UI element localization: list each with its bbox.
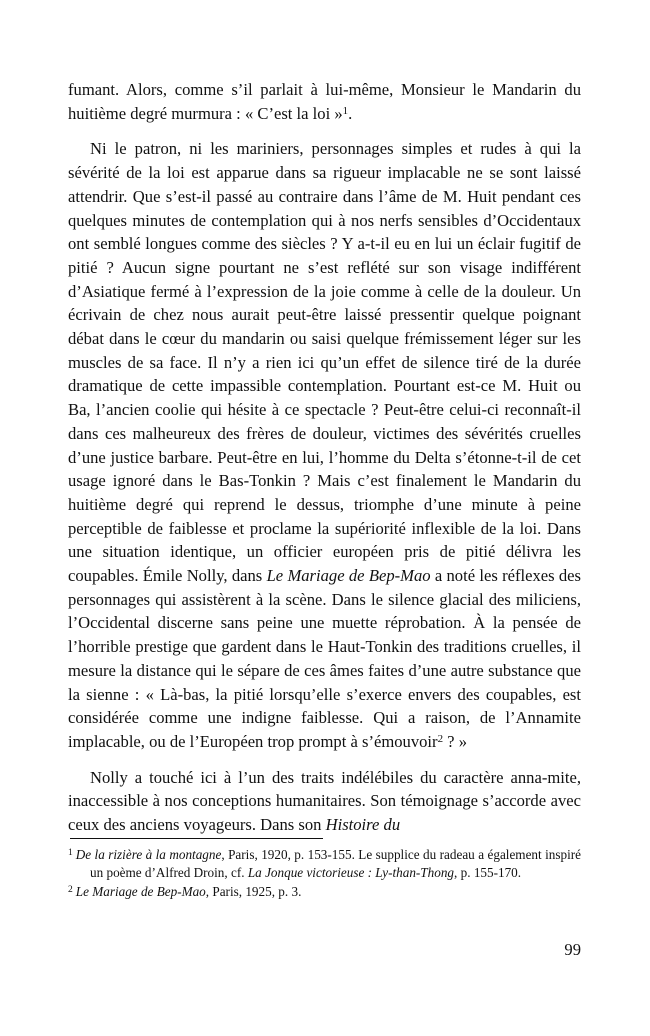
footnote-item: $^1$ De la rizière à la montagne, Paris, 1920, p. 153-155. Le supplice du radeau a également inspiré un poème d’Alfred Droin, cf. La Jonque victorieuse : Ly-than-Thong, p. 155-170. <box>68 847 582 881</box>
footnote-reference[interactable]: 2 <box>437 733 444 746</box>
footnote-number: 2 <box>68 885 73 896</box>
italic-title: Histoire du <box>325 815 401 835</box>
body-paragraph: Ni le patron, ni les mariniers, personnages simples et rudes à qui la sévérité de la loi est apparue dans sa rigueur implacable ne se sont laissé attendrir. Que s’est-il passé au contraire dans l’âme de M. Huit pendant ces quelques minutes de contemplation qui à nos nerfs sensibles d’Occidentaux ont semblé longues comme des siècles ? Y a-t-il eu en lui un éclair fugitif de pitié ? Aucun signe pourtant ne s’est reflété sur son visage indifférent d’Asiatique fermé à l’expression de la joie comme à celle de la douleur. Un écrivain de chez nous aurait peut-être laissé pressentir quelque poignant débat dans le cœur du mandarin ou saisi quelque frémissement léger sur les muscles de sa face. Il n’y a rien ici qu’un effet de silence tiré de la durée dramatique de cette impassible contemplation. Pourtant est-ce M. Huit ou Ba, l’ancien coolie qui hésite à ce spectacle ? Peut-être celui-ci reconnaît-il dans ces malheureux des frères de douleur, victimes des sévérités cruelles d’une justice barbare. Peut-être en lui, l’homme du Delta s’étonne-t-il de cet usage ignoré dans le Bas-Tonkin ? Mais c’est finalement le Mandarin du huitième degré qui reprend le dessus, triomphe d’une minute à peine perceptible de faiblesse et proclame la supériorité inflexible de la loi. Dans une situation identique, un officier européen pris de pitié délivra les coupables. Émile Nolly, dans Le Mariage de Bep-Mao a noté les réflexes des personnages qui assistèrent à la scène. Dans le silence glacial des miliciens, l’Occidental discerne sans peine une muette réprobation. À la pensée de l’horrible prestige que gardent dans le Haut-Tonkin des traditions cruelles, il mesure la distance qui le sépare de ces âmes faites d’une autre substance que la sienne : « Là-bas, la pitié lorsqu’elle s’exerce envers des coupables, est considérée comme une indigne faiblesse. Qui a raison, de l’Annamite implacable, ou de l’Européen trop prompt à s’émouvoir$^2$ ? » <box>68 139 581 751</box>
footnote-area <box>68 838 581 902</box>
page-number: 99 <box>564 940 581 959</box>
italic-title: Le Mariage de Bep-Mao <box>266 566 431 586</box>
footnote-separator-rule <box>70 838 323 839</box>
footnote-number: 1 <box>68 848 73 859</box>
footnote-reference[interactable]: 1 <box>342 104 349 117</box>
italic-title: La Jonque victorieuse : Ly-than-Thong <box>247 865 455 881</box>
body-paragraph: Nolly a touché ici à l’un des traits indélébiles du caractère anna-mite, inaccessible à nos conceptions humanitaires. Son témoignage s’accorde avec ceux des anciens voyageurs. Dans son Histoire du <box>68 767 581 835</box>
italic-title: De la rizière à la montagne <box>75 847 222 862</box>
italic-title: Le Mariage de Bep-Mao <box>75 884 206 900</box>
footnote-item: $^2$ Le Mariage de Bep-Mao, Paris, 1925, p. 3. <box>68 884 302 900</box>
body-paragraph: fumant. Alors, comme s’il parlait à lui-même, Monsieur le Mandarin du huitième degré murmura : « C’est la loi »$^1$. <box>68 80 581 123</box>
body-text-column <box>68 78 581 837</box>
